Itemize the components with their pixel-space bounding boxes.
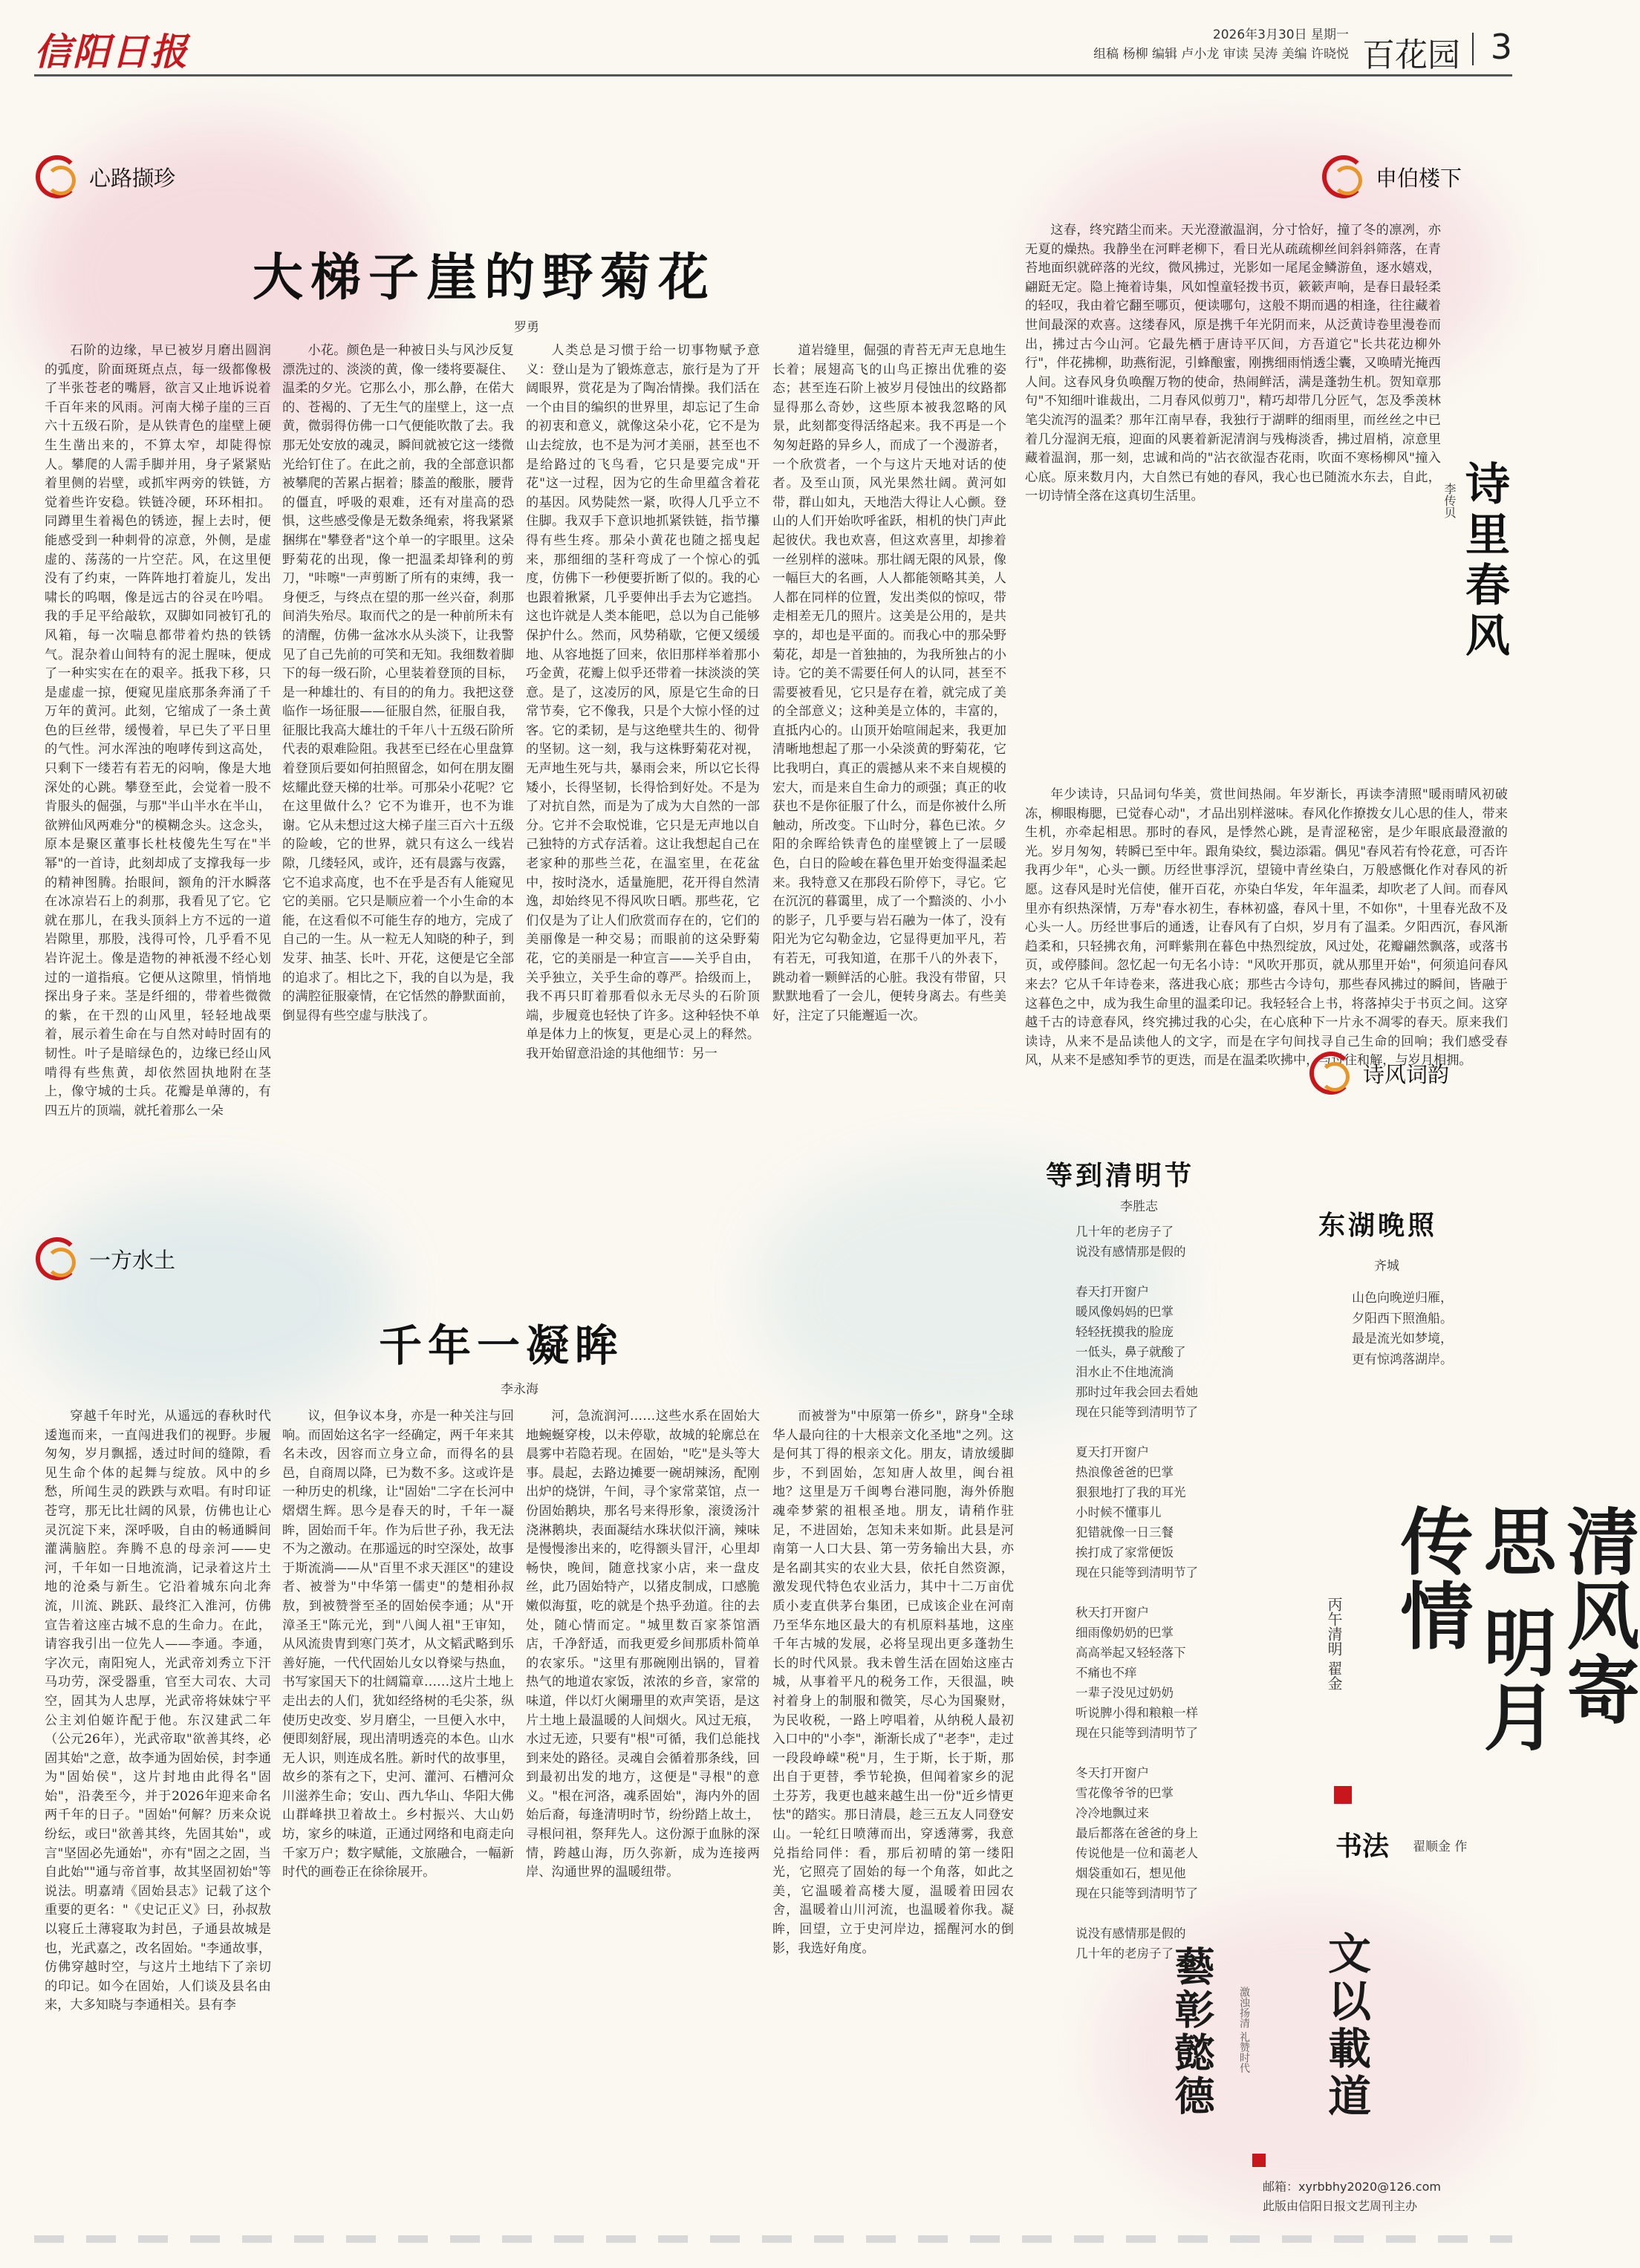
- calligraphy-seal: [1334, 1786, 1352, 1804]
- header-rule: [34, 74, 1512, 76]
- poem1-body: 几十年的老房子了 说没有感情那是假的 春天打开窗户 暖风像妈妈的巴掌 轻轻抚摸我的脸庞 一低头，鼻子就酸了 泪水止不住地流淌 那时过年我会回去看她 现在只能等到清明节了 夏天打开窗户 热浪像爸爸的巴掌 狠狠地打了我的耳光 小时候不懂事儿 犯错就像一日三餐 挨打成了家常便饭 现在只能等到清明节了 秋天打开窗户 细雨像奶奶的巴掌 高高举起又轻轻落下 不痛也不痒 一辈子没见过奶奶 听说脾小得和粮粮一样 现在只能等到清明节了 冬天打开窗户 雪花像爷爷的巴掌 冷冷地飘过来 最后都落在爸爸的身上 传说他是一位和蔼老人 烟袋重如石，想见他 现在只能等到清明节了 说没有感情那是假的 几十年的老房子了: [1076, 1225, 1198, 1961]
- article1-column-2: 小花。颜色是一种被日头与风沙反复漂洗过的、淡淡的黄，像一缕将要凝住、温柔的夕光。它那么小，那么静，在偌大的、苍褐的、了无生气的崖壁上，这一点黄，微弱得仿佛一口气便能吹散了去。我那无处安放的魂灵，瞬间就被它这一缕微光给钉住了。在此之前，我的全部意识都被攀爬的苦累占据着；膝盖的酸胀，腰背的僵直，呼吸的艰难，还有对崖高的恐惧，这些感受像是无数条绳索，将我紧紧捆绑在"攀登者"这个单一的字眼里。这朵野菊花的出现，像一把温柔却锋利的剪刀，"咔嚓"一声剪断了所有的束缚，我一身便乏，与终点在望的那一丝兴奋，刹那间消失殆尽。取而代之的是一种前所未有的清醒，仿佛一盆冰水从头淡下，让我警见了自己先前的可笑和无知。我细数着脚下的每一级石阶，心里装着登顶的目标，是一种雄壮的、有目的的角力。我把这登临作一场征服——征服自然，征服自我，征服比我高大雄壮的千年八十五级石阶所代表的艰难险阻。我甚至已经在心里盘算着登顶后要如何拍照留念，如何在朋友圈炫耀此登天梯的壮举。可那朵小花呢？它在这里做什么？它不为谁开，也不为谁谢。它从未想过这大梯子崖三百六十五级的险峻，它的世界，就只有这么一线岩隙，几缕轻风，或许，还有晨露与夜露，它不追求高度，也不在乎是否有人能窥见它的美丽。它只是顺应着一个小生命的本能，在这看似不可能生存的地方，完成了自己的一生。从一粒无人知晓的种子，到发芽、抽茎、长叶、开花，这便是它全部的追求了。相比之下，我的自以为是，我的满腔征服豪情，在它恬然的静默面前，倒显得有些空虚与肤浅了。: [282, 343, 514, 1023]
- footer-note: 此版由信阳日报文艺周刊主办: [1263, 2199, 1418, 2213]
- swirl-icon: [36, 155, 79, 198]
- calligraphy-artwork: 清风寄思 明月传情: [1388, 1504, 1640, 1754]
- swirl-icon: [36, 1237, 79, 1280]
- article1-title: 大梯子崖的野菊花: [253, 248, 717, 307]
- article1-author: 罗勇: [514, 320, 539, 335]
- section-name: 百花园: [1362, 36, 1460, 74]
- masthead: [34, 22, 1512, 74]
- calligraphy-caption: 书法: [1335, 1831, 1390, 1862]
- article2-column-2: 议，但争议本身，亦是一种关注与回响。而固始这名字一经确定，两千年来其名未改，因容而立身立命，而得名的县邑，自商周以降，已为数不多。这或许是一种历史的机缘，让"固始"二字在长河中熠熠生辉。思今是春天的时，千年一凝眸，固始而千年。作为后世子孙，我无法不为之激动。在那遥远的时空深处，故事于斯流淌——从"百里不求天涯区"的建设者、被誉为"中华第一儒吏"的楚相孙叔敖，到被赞誉至圣的固始侯李通；从"开漳圣王"陈元光，到"八闽人祖"王审知，从风流贵胄到寒门英才，从文韬武略到乐善好施，一代代固始儿女以脊梁与热血，书写家国天下的壮阔篇章……这片土地上走出去的人们，犹如经络树的毛尖茶，纵使历史改变、岁月磨尘，一旦便入水中，便即刻舒展，现出清明透亮的本色。山水无人识，则连成名胜。新时代的故事里，故乡的茶有之下，史河、灌河、石槽河众川滋养生命；安山、西九华山、华阳大佛山群峰拱卫着故土。乡村振兴、大山奶坊，家乡的味道，正通过网络和电商走向千家万户；数字赋能，文旅融合，一幅新时代的画卷正在徐徐展开。: [282, 1409, 514, 1880]
- newspaper-logo: 信阳日报: [34, 30, 189, 74]
- column-label-xinlu: 心路撷珍: [36, 154, 175, 199]
- header-meta: [1093, 25, 1349, 64]
- column-label-yifang: 一方水土: [36, 1236, 175, 1281]
- article2-column-4: 而被誉为"中原第一侨乡"，跻身"全球华人最向往的十大根亲文化圣地"之列。这是何其丁得的根亲文化。朋友，请放缓脚步，不到固始，怎知唐人故里，闽台祖地？这里是万千闽粤台港同胞，海外侨胞魂牵梦萦的祖根圣地。朋友，请稍作驻足，不进固始，怎知未来如斯。此县是河南第一人口大县、第一劳务输出大县，亦是名副其实的农业大县，依托自然资源，激发现代特色农业活力，其中十二万亩优质小麦直供茅台集团，已成该企业在河南乃至华东地区最大的有机原料基地，这座千年古城的发展，必将呈现出更多蓬勃生长的时代风景。我未曾生活在固始这座古城，从事着平凡的税务工作，天很温，映衬着身上的制服和微笑，尽心为国聚财，为民收税，一路上哼唱着，从纳税人最初入口中的"小李"，渐渐长成了"老李"，走过一段段峥嵘"税"月，生于斯，长于斯，那出自于更替，季节轮换，但闻着家乡的泥土芬芳，我更也越来越生出一份"近乡情更怯"的踏实。那日清晨，趁三五友人同登安山。一轮红日喷薄而出，穿透薄雾，我意兑指给同伴：看，那后初晴的第一缕阳光，它照亮了固始的每一个角落，如此之美，它温暖着高楼大厦，温暖着田园农舍，温暖着山川河流，也温暖着你我。凝眸，回望，立于史河岸边，摇醒河水的倒影，我选好角度。: [772, 1409, 1014, 1956]
- article2-column-3: 河，急流润河……这些水系在固始大地蜿蜒穿梭，以未停歇，故城的轮廓总在晨雾中若隐若现。在固始，"吃"是头等大事。晨起，去路边摊要一碗胡辣汤，配刚出炉的烧饼，午间，寻个家常菜馆，点一份固始鹅块，那名号来得形象，滚烫汤汁浇淋鹅块，表面凝结水珠状似汗滴，辣味是慢慢渗出来的，吃得额头冒汗，心里却畅快，晚间，随意找家小店，来一盘皮丝，此乃固始特产，以猪皮制成，口感脆嫩似海蜇，吃的就是个热乎劲道。往的去处，随心情而定。"城里数百家茶馆酒店，千净舒适，而我更爱乡间那质朴简单的农家乐。"这里有那碗刚出锅的，冒着热气的地道农家饭，浓浓的乡音，家常的味道，伴以灯火阑珊里的欢声笑语，是这片土地上最温暖的人间烟火。风过无痕，水过无迹，只要有"根"可循，我们总能找到来处的路径。灵魂自会循着那条线，回到最初出发的地方，这便是"寻根"的意义。"根在河洛，魂系固始"，海内外的固始后裔，每逢清明时节，纷纷踏上故土，寻根问祖，祭拜先人。这份源于血脉的深情，跨越山海，历久弥新，成为连接两岸、沟通世界的温暖纽带。: [526, 1409, 760, 1880]
- calligraphy-author: 翟顺金 作: [1413, 1840, 1468, 1854]
- article1-column-4: 道岩缝里，倔强的青苔无声无息地生长着；展翅高飞的山鸟正擦出优雅的姿态；甚至连石阶上被岁月侵蚀出的纹路都显得那么奇妙，这些原本被我忽略的风景，此刻都变得活络起来。我不再是一个匆匆赶路的异乡人，而成了一个漫游者，一个欣赏者，一个与这片天地对话的使者。及至山顶，风光果然壮阔。黄河如带，群山如丸，天地浩大得让人心颤。登山的人们开始吹呼雀跃，相机的快门声此起彼伏。我也欢喜，但这欢喜里，却掺着一丝别样的滋味。那壮阔无限的风景，像一幅巨大的名画，人人都能领略其美，人人都在同样的位置，发出类似的惊叹，带走相差无几的照片。这美是公用的，是共享的，却也是平面的。而我心中的那朵野菊花，却是一首独抽的，为我所独占的小诗。它的美不需要任何人的认同，甚至不需要被看见，它只是存在着，就完成了美的全部意义；这种美是立体的，丰富的，直抵内心的。山顶开始喧闹起来，我更加清晰地想起了那一小朵淡黄的野菊花，它比我明白，真正的震撼从来不来自规模的宏大，而是来自生命力的顽强；真正的收获也不是你征服了什么，而是你被什么所触动，所改变。下山时分，暮色已浓。夕阳的余晖给铁青色的崖壁镀上了一层暖色，白日的险峻在暮色里开始变得温柔起来。我特意又在那段石阶停下，寻它。它在沉沉的暮霭里，成了一个黯淡的、小小的影子，几乎要与岩石融为一体了，没有阳光为它勾勒金边，它显得更加平凡，若有若无，可我知道，在那千八的外表下，跳动着一颗鲜活的心脏。我没有带留，只默默地看了一会儿，便转身离去。有些美好，注定了只能邂逅一次。: [772, 343, 1006, 1023]
- essay-shilichunfeng-column-1: 这春，终究踏尘而来。天光澄澈温润，分寸恰好，撞了冬的凛冽，亦无夏的燥热。我静坐在河畔老柳下，看日光从疏疏柳丝间斜斜筛落，在青苔地面织就碎落的光纹，微风拂过，光影如一尾尾金鳞游鱼，逐水嬉戏，翩跹无定。隐上掩着诗集，风如惶童轻拨书页，簌簌声响，是春日最轻柔的轻叹，我由着它翻至哪页，便读哪句，这般不期而遇的相逢，往往藏着世间最深的欢喜。这缕春风，原是携千年光阴而来，从泛黄诗卷里漫卷而出，拂过古今山河。它最先栖于唐诗平仄间，方吾道它"长共花边柳外行"，伴花拂柳，助燕衔泥，引蜂酿蜜，刚携细雨悄透尘囊，又唤晴光掩西人间。这春风身负唤醒万物的使命，热闹鲜活，满是蓬勃生机。贺知章那句"不知细叶谁裁出，二月春风似剪刀"，精巧却带几分匠气，怎及季羡林笔尖流泻的温柔？那年江南早春，我独行于湖畔的细雨里，而丝丝之中已着几分湿润无痕，迎面的风裹着新泥清润与残梅淡香，拂过眉梢，凉意里藏着温润，那一刻，忠诚和尚的"沾衣欲湿杏花雨，吹面不寒杨柳风"撞入心底。原来数月内，大自然已有她的春风，我心也已随流水东去，自此，一切诗情全落在这真切生活里。: [1025, 223, 1441, 504]
- poem2-body: 山色向晚逆归雁， 夕阳西下照渔船。 最是流光如梦境， 更有惊鸿落湖岸。: [1352, 1291, 1453, 1367]
- swirl-icon: [1322, 155, 1365, 198]
- article2-column-1: 穿越千年时光，从遥远的春秋时代逶迤而来，一直闯进我们的视野。步履匆匆，岁月飘摇，透过时间的缝隙，看见生命个体的起舞与绽放。风中的乡愁，所闻生灵的跌跌与欢唱。有时印证苍穹，那无比壮阔的风景，仿佛也让心灵沉淀下来，深呼吸，自由的畅通瞬间灌满脑腔。奔腾不息的母亲河——史河，千年如一日地流淌，记录着这片土地的沧桑与新生。它沿着城东向北奔流，川流、跳跃、最终汇入淮河，仿佛宣告着这座古城不息的生命力。在此，请容我引出一位先人——李通。李通，字次元，南阳宛人，光武帝刘秀立下汗马功劳，深受器重，官至大司农、大司空，固其为人忠厚，光武帝将妹妹宁平公主刘伯姬许配于他。东汉建武二年（公元26年），光武帝取"欲善其终，必固其始"之意，故李通为固始侯，封李通为"固始侯"，这片封地由此得名"固始"，沿袭至今，并于2026年迎来命名两千年的日子。"固始"何解？历来众说纷纭，或曰"欲善其终，先固其始"，或言"坚固必先通始"，亦有"固之之固，当自此始""通与帝首事，故其坚固初始"等说法。明嘉靖《固始县志》记载了这个重要的更名："《史记正义》曰，孙叔敖以寝丘土薄寝取为封邑，子通县故城是也，光武嘉之，改名固始。"李通故事，仿佛穿越时空，与这片土地结下了亲切的印记。如今在固始，人们谈及县名由来，大多知晓与李通相关。县有李: [45, 1409, 271, 2013]
- date-line: 2026年3月30日 星期一: [1212, 27, 1349, 42]
- banner-left-artwork: 藝彰懿德: [1168, 1946, 1216, 2118]
- swirl-icon: [1309, 1052, 1353, 1095]
- column-label-shenbo: 申伯楼下: [1322, 154, 1462, 199]
- poem1-author: 李胜志: [1120, 1199, 1158, 1214]
- header-divider: [1472, 33, 1474, 65]
- banner-small-text: 激浊扬清 礼赞时代: [1238, 1987, 1250, 2073]
- essay-shilichunfeng-author: 李传贝: [1442, 483, 1457, 518]
- banner-right-artwork: 文以載道: [1321, 1931, 1371, 2121]
- footer-email: 邮箱：xyrbbhy2020@126.com: [1263, 2180, 1441, 2194]
- column-label-shifeng: 诗风词韵: [1309, 1051, 1449, 1095]
- article2-title: 千年一凝眸: [379, 1320, 625, 1371]
- bottom-border: [34, 2235, 1512, 2243]
- staff-line: 组稿 杨柳 编辑 卢小龙 审读 吴涛 美编 许晓悦: [1093, 47, 1349, 62]
- essay-shilichunfeng-column-2: 年少读诗，只品词句华美，赏世间热闹。年岁渐长，再读李清照"暖雨晴风初破冻，柳眼梅腮，已觉春心动"，才品出别样滋味。春风化作撩拨女儿心思的佳人，带来生机，亦牵起相思。那时的春风，是悸然心跳，是青涩秘密，是少年眼底最澄澈的光。岁月匆匆，转瞬已至中年。跟角染纹，鬓边添霜。偶见"春风若有怜花意，可否许我再少年"，心头一颤。历经世事浮沉，望镜中青丝染白，万般感慨化作对春风的祈愿。这春风是时光信使，催开百花，亦染白华发，年年温柔，却吹老了人间。而春风里亦有织热深情，万寿"春水初生，春林初盛，春风十里，不如你"，十里春光敌不及心头一人。历经世事后的通透，让春风有了白炽，岁月有了温柔。夕阳西沉，春风渐趋柔和，只轻拂衣角，河畔紫荆在暮色中热烈绽放，风过处，花瓣翩然飘落，或落书页，或停膝间。忽忆起一句无名小诗："风吹开那页，就从那里开始"，何须追问春风来去？它从千年诗卷来，落进我心底；那些古今诗句，那些春风拂过的瞬间，皆融于这暮色之中，成为我生命里的温柔印记。我轻轻合上书，将落掉尖于书页之间。这穿越千古的诗意春风，终究拂过我的心尖，在心底种下一片永不凋零的春天。原来我们读诗，从来不是品读他人的文字，而是在字句间找寻自己生命的回响；我们感受春风，从来不是感知季节的更迭，而是在温柔吹拂中，与过往和解，与岁月相拥。: [1025, 787, 1508, 1069]
- essay-shilichunfeng-title: 诗里春风: [1458, 460, 1510, 662]
- poem2-author: 齐城: [1374, 1259, 1399, 1274]
- article2-author: 李永海: [501, 1382, 538, 1397]
- article1-column-1: 石阶的边缘，早已被岁月磨出圆润的弧度，阶面斑斑点点，每一级都像极了半张苍老的嘴唇，欲言又止地诉说着千百年来的风雨。河南大梯子崖的三百六十五级石阶，是从铁青色的崖壁上硬生生凿出来的，不算太窄，却陡得惊人。攀爬的人需手脚并用，身子紧紧贴着里侧的岩壁，或抓牢两旁的铁链，方觉着些许安稳。铁链冷硬，环环相扣。同蹲里生着褐色的锈迹，握上去时，便能感受到一种刺骨的凉意，外侧，是虚虚的、荡荡的一片空茫。风，在这里便没有了约束，一阵阵地打着旋儿，发出啸长的呜咽，像是远古的谷灵在吟唱。我的手足平给敲软，双脚如同被钉孔的风箱，每一次喘息都带着灼热的铁锈气。混杂着山间特有的泥土腥味，便成了一种实实在在的艰辛。抵我下移，只是虚虚一掠，便窥见崖底那条奔涌了千万年的黄河。此刻，它缩成了一条土黄色的巨丝带，缓慢着，早已失了平日里的气性。河水浑浊的咆哮传到这高处，只剩下一缕若有若无的闷响，像是大地深处的心跳。攀登至此，会觉着一股不肯服头的倔强，与那"半山半水在半山，欲辨仙风两难分"的模糊念头。这念头，原本是聚区董事长杜枝傻先生写在"半幂"的一首诗，此刻却成了支撑我每一步的精神图腾。抬眼间，额角的汗水瞬落在冰凉岩石上的刹那，我看见了它。它就在那儿，在我头顶斜上方不远的一道岩隙里，那股，浅得可怜，几乎看不见岩许泥土。像是造物的神祇漫不经心划过的一道指痕。它便从这隙里，悄悄地探出身子来。茎是纤细的，带着些微微的紫，在干烈的山风里，轻轻地战栗着，展示着生命在与自然对峙时固有的韧性。叶子是暗绿色的，边缘已经山风啃得有些焦黄，却依然固执地附在茎上，像守城的士兵。花瓣是单薄的，有四五片的顶端，就托着那么一朵: [45, 343, 271, 1118]
- poem2-title: 东湖晚照: [1318, 1210, 1438, 1241]
- article1-column-3: 人类总是习惯于给一切事物赋予意义：登山是为了锻炼意志，旅行是为了开阔眼界，赏花是为了陶冶情操。我们活在一个由目的编织的世界里，却忘记了生命的初衷和意义，就像这朵小花，它不是为山去绽放，也不是为河才美丽，甚至也不是给路过的飞鸟看，它只是要完成"开花"这一过程，因为它的生命里蕴含着花的基因。风势陡然一紧，吹得人几乎立不住脚。我双手下意识地抓紧铁链，指节攥得有些生疼。那朵小黄花也随之摇曳起来，那细细的茎秆弯成了一个惊心的弧度，仿佛下一秒便要折断了似的。我的心也跟着揪紧，几乎要伸出手去为它遮挡。这也许就是人类本能吧，总以为自己能够保护什么。然而，风势稍歇，它便又缓缓地、从容地挺了回来，依旧那样举着那小巧金黄，花瓣上似乎还带着一抹淡淡的笑意。是了，这凌厉的风，原是它生命的日常节奏，它不像我，只是个大惊小怪的过客。它的柔韧，是与这绝壁共生的、彻骨的坚韧。这一刻，我与这株野菊花对视，无声地生死与共，暴雨会来，所以它长得矮小，长得坚韧，长得恰到好处。不是为了对抗自然，而是为了成为大自然的一部分。它并不会取悦谁，它只是无声地以自己独特的方式存活着。这让我想起自己在老家种的那些兰花，在温室里，在花盆中，按时浇水，适量施肥，花开得自然清逸，却始终见不得风吹日晒。那些花，它们仅是为了让人们欣赏而存在的，它们的美丽像是一种交易；而眼前的这朵野菊花，它的美丽是一种宣言——关乎自由，关乎独立，关乎生命的尊严。拾级而上，我不再只盯着那看似永无尽头的石阶顶端，步履竟也轻快了许多。这种轻快不单单是体力上的恢复，更是心灵上的释然。我开始留意沿途的其他细节：另一: [526, 343, 760, 1061]
- banner-seal: [1252, 2154, 1266, 2167]
- calligraphy-inscription: 丙午清明 翟金: [1325, 1597, 1343, 1691]
- poem1-title: 等到清明节: [1046, 1160, 1195, 1191]
- page-number: 3: [1490, 27, 1512, 67]
